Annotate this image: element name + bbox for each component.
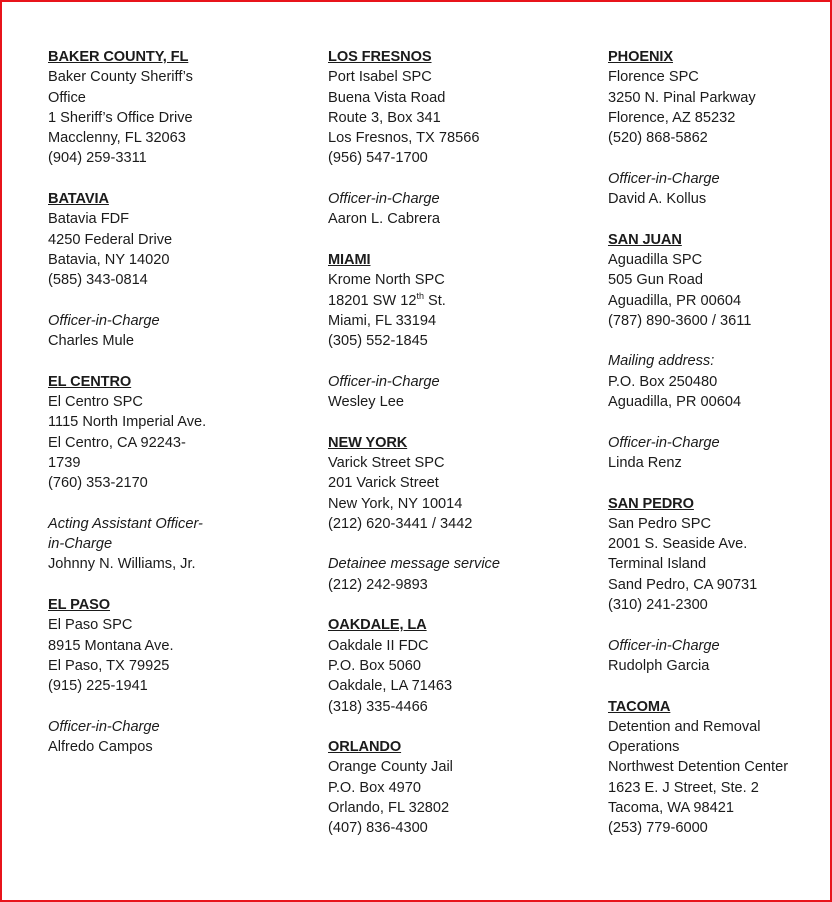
spacer bbox=[608, 331, 798, 351]
spacer bbox=[328, 534, 568, 554]
office-detail-line: 1 Sheriff’s Office Drive bbox=[48, 109, 193, 126]
contact-role-label: Officer-in-Charge bbox=[328, 191, 440, 208]
spacer bbox=[328, 169, 568, 189]
office-entry-miami bbox=[328, 250, 568, 412]
office-heading-san-pedro: SAN PEDRO bbox=[608, 495, 694, 512]
contact-value: Charles Mule bbox=[48, 333, 134, 350]
office-heading-phoenix: PHOENIX bbox=[608, 49, 673, 65]
office-detail-line: Batavia, NY 14020 bbox=[48, 251, 170, 268]
office-detail-line: New York, NY 10014 bbox=[328, 495, 463, 512]
office-heading-new-york: NEW YORK bbox=[328, 434, 408, 451]
office-entry-los-fresnos bbox=[328, 47, 568, 230]
office-detail-line: Florence, AZ 85232 bbox=[608, 109, 736, 126]
office-detail-line: Aguadilla SPC bbox=[608, 251, 703, 268]
office-heading-tacoma: TACOMA bbox=[608, 698, 671, 715]
office-detail-line: El Centro, CA 92243-1739 bbox=[48, 434, 186, 471]
office-detail-line: (310) 241-2300 bbox=[608, 597, 708, 614]
spacer bbox=[608, 412, 798, 432]
office-detail-line: (407) 836-4300 bbox=[328, 820, 428, 837]
office-entry-tacoma bbox=[608, 697, 798, 839]
contact-value: Linda Renz bbox=[608, 454, 682, 471]
spacer bbox=[608, 148, 798, 168]
office-detail-line: (760) 353-2170 bbox=[48, 475, 148, 492]
mailing-address-line: P.O. Box 250480 bbox=[608, 373, 718, 390]
office-heading-batavia: BATAVIA bbox=[48, 191, 109, 208]
office-entry-orlando bbox=[328, 737, 568, 838]
office-heading-el-paso: EL PASO bbox=[48, 597, 111, 614]
spacer bbox=[608, 615, 798, 635]
office-detail-line: San Pedro SPC bbox=[608, 515, 712, 532]
directory-column-1 bbox=[48, 47, 218, 757]
office-detail-line: 18201 SW 12th St. bbox=[328, 290, 446, 309]
contact-value: Johnny N. Williams, Jr. bbox=[48, 556, 196, 573]
office-detail-line: Tacoma, WA 98421 bbox=[608, 799, 735, 816]
office-detail-line: Port Isabel SPC bbox=[328, 69, 432, 86]
office-detail-line: Batavia FDF bbox=[48, 211, 130, 228]
office-detail-line: El Centro SPC bbox=[48, 394, 143, 411]
contact-role-label: Detainee message service bbox=[328, 556, 500, 573]
office-detail-line: Baker County Sheriff’s Office bbox=[48, 69, 193, 106]
office-detail-line: (212) 620-3441 / 3442 bbox=[328, 515, 473, 532]
office-detail-line: Orange County Jail bbox=[328, 759, 453, 776]
office-entry-el-centro bbox=[48, 372, 218, 575]
spacer bbox=[48, 697, 218, 717]
office-detail-line: Aguadilla, PR 00604 bbox=[608, 292, 742, 309]
office-entry-el-paso bbox=[48, 595, 218, 757]
contact-role-label: Officer-in-Charge bbox=[608, 637, 720, 654]
office-detail-line: 505 Gun Road bbox=[608, 272, 703, 289]
office-detail-line: Miami, FL 33194 bbox=[328, 312, 437, 329]
office-heading-baker-county-fl: BAKER COUNTY, FL bbox=[48, 49, 189, 65]
office-detail-line: 201 Varick Street bbox=[328, 475, 439, 492]
directory-column-3 bbox=[608, 47, 798, 839]
office-detail-line: (305) 552-1845 bbox=[328, 333, 428, 350]
contact-value: David A. Kollus bbox=[608, 191, 707, 208]
contact-role-label: Acting Assistant Officer-in-Charge bbox=[48, 515, 203, 553]
office-detail-line: (585) 343-0814 bbox=[48, 272, 148, 289]
office-detail-line: Oakdale II FDC bbox=[328, 637, 429, 654]
office-entry-san-pedro bbox=[608, 494, 798, 677]
office-detail-line: Route 3, Box 341 bbox=[328, 109, 441, 126]
spacer bbox=[48, 494, 218, 514]
office-entry-new-york bbox=[328, 433, 568, 595]
office-detail-line: (915) 225-1941 bbox=[48, 678, 148, 695]
office-detail-line: 4250 Federal Drive bbox=[48, 231, 173, 248]
office-entry-oakdale-la bbox=[328, 615, 568, 716]
office-detail-line: (318) 335-4466 bbox=[328, 698, 428, 715]
office-detail-line: Macclenny, FL 32063 bbox=[48, 130, 186, 147]
office-detail-line: (787) 890-3600 / 3611 bbox=[608, 312, 752, 329]
office-detail-line: Orlando, FL 32802 bbox=[328, 799, 450, 816]
office-heading-miami: MIAMI bbox=[328, 251, 371, 268]
office-detail-line: (956) 547-1700 bbox=[328, 150, 428, 167]
office-detail-line: (904) 259-3311 bbox=[48, 150, 147, 167]
office-detail-line: 1115 North Imperial Ave. bbox=[48, 414, 207, 431]
office-detail-line: Northwest Detention Center bbox=[608, 759, 789, 776]
contact-role-label: Officer-in-Charge bbox=[608, 170, 720, 187]
office-detail-line: 3250 N. Pinal Parkway bbox=[608, 89, 756, 106]
office-heading-oakdale-la: OAKDALE, LA bbox=[328, 617, 427, 634]
office-heading-el-centro: EL CENTRO bbox=[48, 373, 132, 390]
office-detail-line: Buena Vista Road bbox=[328, 89, 446, 106]
office-detail-line: Sand Pedro, CA 90731 bbox=[608, 576, 758, 593]
contact-role-label: Officer-in-Charge bbox=[48, 718, 160, 735]
office-detail-line: El Paso SPC bbox=[48, 617, 133, 634]
mailing-address-line: Aguadilla, PR 00604 bbox=[608, 394, 742, 411]
office-entry-baker-county-fl bbox=[48, 47, 218, 169]
ordinal-suffix: th bbox=[416, 290, 424, 301]
office-heading-san-juan: SAN JUAN bbox=[608, 231, 682, 248]
spacer bbox=[48, 291, 218, 311]
contact-value: Alfredo Campos bbox=[48, 739, 153, 756]
contact-value: Rudolph Garcia bbox=[608, 657, 710, 674]
mailing-address-label: Mailing address: bbox=[608, 353, 715, 370]
office-detail-line: Varick Street SPC bbox=[328, 454, 445, 471]
office-detail-line: P.O. Box 5060 bbox=[328, 657, 422, 674]
contact-value: Aaron L. Cabrera bbox=[328, 211, 440, 228]
office-detail-line: El Paso, TX 79925 bbox=[48, 657, 170, 674]
office-entry-san-juan bbox=[608, 230, 798, 474]
directory-column-2 bbox=[328, 47, 568, 839]
office-detail-line: Oakdale, LA 71463 bbox=[328, 678, 453, 695]
contact-role-label: Officer-in-Charge bbox=[328, 373, 440, 390]
office-detail-line: (253) 779-6000 bbox=[608, 820, 708, 837]
contact-value: (212) 242-9893 bbox=[328, 576, 428, 593]
office-detail-line: 8915 Montana Ave. bbox=[48, 637, 174, 654]
office-entry-phoenix bbox=[608, 47, 798, 209]
office-detail-line: Detention and Removal Operations bbox=[608, 718, 761, 756]
office-detail-line: Terminal Island bbox=[608, 556, 707, 573]
contact-value: Wesley Lee bbox=[328, 394, 404, 411]
office-detail-line: Krome North SPC bbox=[328, 272, 445, 289]
office-detail-line: 1623 E. J Street, Ste. 2 bbox=[608, 779, 759, 796]
office-entry-batavia bbox=[48, 189, 218, 351]
spacer bbox=[328, 351, 568, 371]
contact-role-label: Officer-in-Charge bbox=[48, 312, 160, 329]
office-heading-orlando: ORLANDO bbox=[328, 739, 402, 756]
office-detail-line: (520) 868-5862 bbox=[608, 130, 708, 147]
office-detail-line: 2001 S. Seaside Ave. bbox=[608, 536, 748, 553]
contact-role-label: Officer-in-Charge bbox=[608, 434, 720, 451]
office-detail-line: Florence SPC bbox=[608, 69, 699, 86]
office-detail-line: P.O. Box 4970 bbox=[328, 779, 422, 796]
office-detail-line: Los Fresnos, TX 78566 bbox=[328, 130, 480, 147]
office-heading-los-fresnos: LOS FRESNOS bbox=[328, 49, 432, 65]
